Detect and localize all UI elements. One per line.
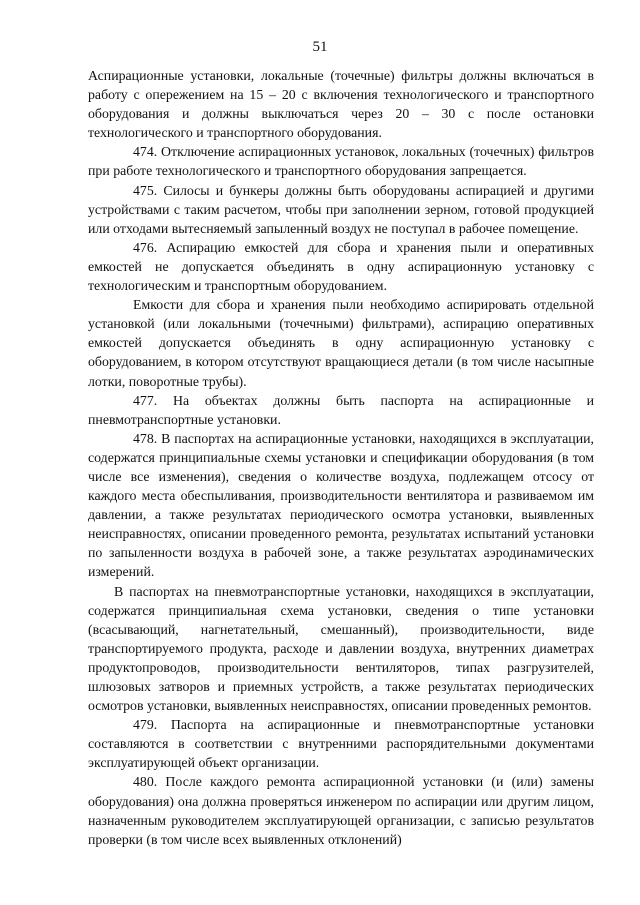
paragraph-continuation: Аспирационные установки, локальные (точечные) фильтры должны включаться в работу с опережением на 15 – 20 с включения технологического и транспортного оборудования и должны выключаться через 20 – 30 с после остановки технологического и транспортного оборудования.	[88, 68, 594, 141]
paragraph-478-pneumatic: В паспортах на пневмотранспортные установки, находящихся в эксплуатации, содержатся принципиальная схема установки, сведения о типе установки (всасывающий, нагнетательный, смешанный), производительности, виде транспортируемого продукта, расходе и давлении воздуха, внутренних диаметрах продуктопроводов, производительности вентиляторов, типах разгрузителей, шлюзовых затворов и приемных устройств, а также результатах периодических осмотров установки, выявленных неисправностях, описании проведенных ремонтов.	[88, 583, 594, 714]
paragraph-479: 479. Паспорта на аспирационные и пневмотранспортные установки составляются в соответствии с внутренними распорядительными документами эксплуатирующей объект организации.	[88, 717, 594, 771]
paragraph-476: 476. Аспирацию емкостей для сбора и хранения пыли и оперативных емкостей не допускается объединять в одну аспирационную установку с технологическим и транспортным оборудованием.	[88, 239, 594, 294]
paragraph-480: 480. После каждого ремонта аспирационной установки (и (или) замены оборудования) она должна проверяться инженером по аспирации или другим лицом, назначенным руководителем эксплуатирующей организации, с записью результатов проверки (в том числе всех выявленных отклонений)	[88, 774, 594, 847]
paragraph-474: 474. Отключение аспирационных установок, локальных (точечных) фильтров при работе технологического и транспортного оборудования запрещается.	[88, 144, 594, 179]
document-body	[88, 66, 594, 849]
paragraph-478: 478. В паспортах на аспирационные установки, находящихся в эксплуатации, содержатся принципиальные схемы установки и спецификации оборудования (в том числе все изменения), сведения о количестве воздуха, подлежащем отсосу от каждого места обеспыливания, производительности вентилятора и развиваемом им давлении, а также результатах периодического осмотра установки, выявленных неисправностях, описании проведенного ремонта, результатах испытаний установки по запыленности воздуха в рабочей зоне, а также результатах аэродинамических измерений.	[88, 430, 594, 580]
paragraph-476-dust-containers: Емкости для сбора и хранения пыли необходимо аспирировать отдельной установкой (или локальными (точечными) фильтрами), аспирацию оперативных емкостей допускается объединять в одну аспирационную установку с оборудованием, в котором отсутствуют вращающиеся детали (в том числе насыпные лотки, поворотные трубы).	[88, 297, 594, 389]
paragraph-475: 475. Силосы и бункеры должны быть оборудованы аспирацией и другими устройствами с таким расчетом, чтобы при заполнении зерном, готовой продукцией или отходами вытесняемый запыленный воздух не поступал в рабочее помещение.	[88, 182, 594, 236]
page-number: 51	[312, 39, 328, 55]
paragraph-477: 477. На объектах должны быть паспорта на аспирационные и пневмотранспортные установки.	[88, 392, 594, 427]
